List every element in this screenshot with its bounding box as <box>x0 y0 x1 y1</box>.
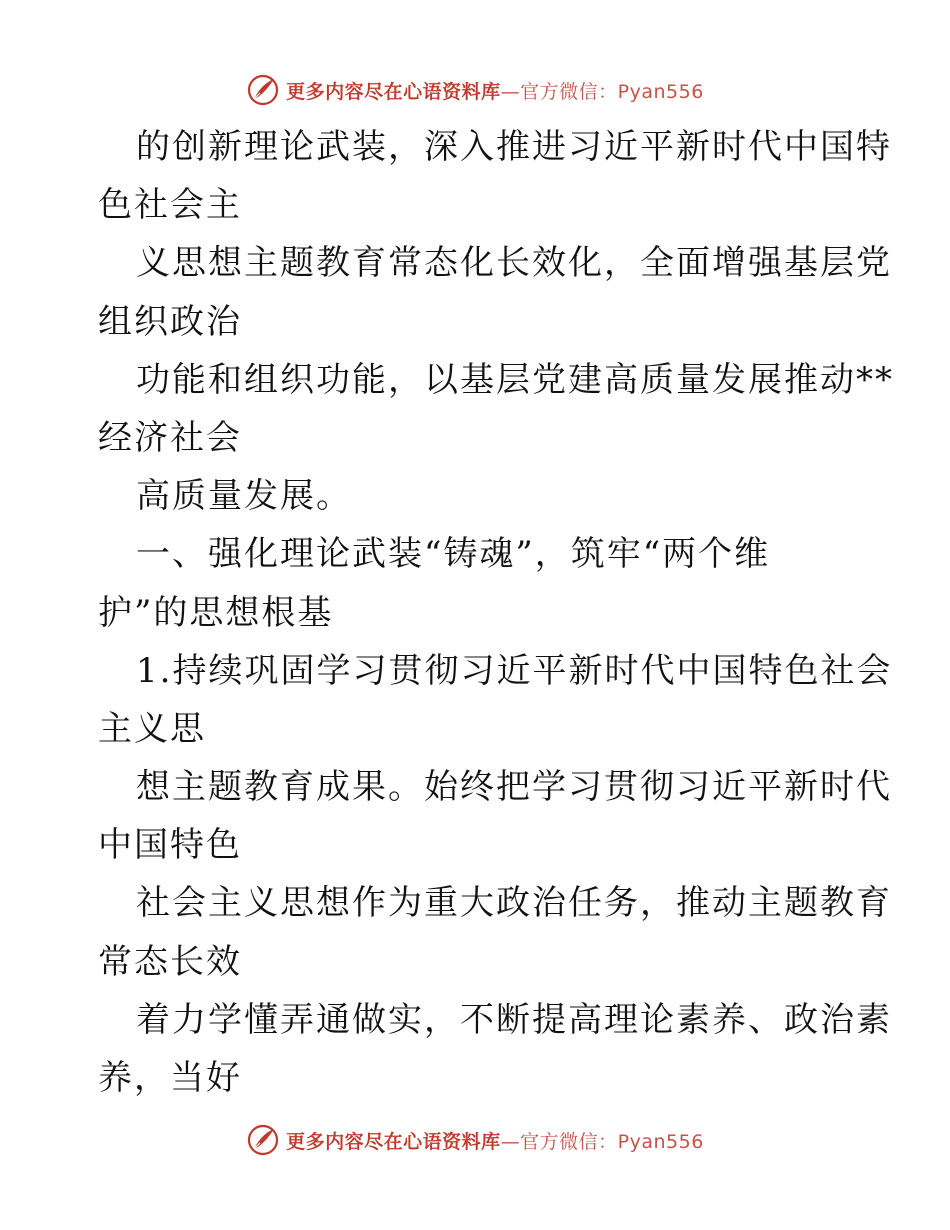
header-watermark-sep: — <box>500 80 521 103</box>
body-line: 想主题教育成果。始终把学习贯彻习近平新时代 <box>136 767 892 808</box>
footer-watermark-banner <box>0 1120 950 1160</box>
body-line: 养，当好 <box>98 1058 242 1098</box>
body-line: 社会主义思想作为重大政治任务，推动主题教育 <box>136 883 892 924</box>
body-line: 的创新理论武装，深入推进习近平新时代中国特 <box>136 127 892 167</box>
section-heading-line: 护”的思想根基 <box>98 592 334 633</box>
body-line: 组织政治 <box>98 301 242 342</box>
footer-watermark-contact: 官方微信：Pyan556 <box>520 1130 704 1153</box>
body-line: 义思想主题教育常态化长效化，全面增强基层党 <box>136 243 892 284</box>
body-line: 色社会主 <box>98 185 242 226</box>
header-watermark-banner <box>0 70 950 110</box>
header-watermark-contact: 官方微信：Pyan556 <box>520 80 704 103</box>
body-line: 1.持续巩固学习贯彻习近平新时代中国特色社会 <box>136 650 893 691</box>
body-line: 主义思 <box>98 708 206 749</box>
header-watermark-main: 更多内容尽在心语资料库 <box>286 80 501 103</box>
body-line: 功能和组织功能，以基层党建高质量发展推动** <box>136 359 894 400</box>
body-line: 着力学懂弄通做实，不断提高理论素养、政治素 <box>136 999 892 1040</box>
header-watermark-inner <box>246 73 704 107</box>
body-line: 高质量发展。 <box>136 476 352 517</box>
body-line: 经济社会 <box>98 417 242 458</box>
footer-watermark-sep: — <box>500 1130 521 1153</box>
quill-pen-logo-icon <box>246 73 280 107</box>
body-line: 常态长效 <box>98 941 242 982</box>
section-heading-line: 一、强化理论武装“铸魂”，筑牢“两个维 <box>136 534 771 575</box>
footer-watermark-main: 更多内容尽在心语资料库 <box>286 1130 501 1153</box>
quill-pen-logo-icon <box>246 1123 280 1157</box>
header-watermark-text <box>286 77 704 104</box>
body-line: 中国特色 <box>98 825 242 866</box>
footer-watermark-text <box>286 1127 704 1154</box>
footer-watermark-inner <box>246 1123 704 1157</box>
document-body <box>98 118 894 1107</box>
